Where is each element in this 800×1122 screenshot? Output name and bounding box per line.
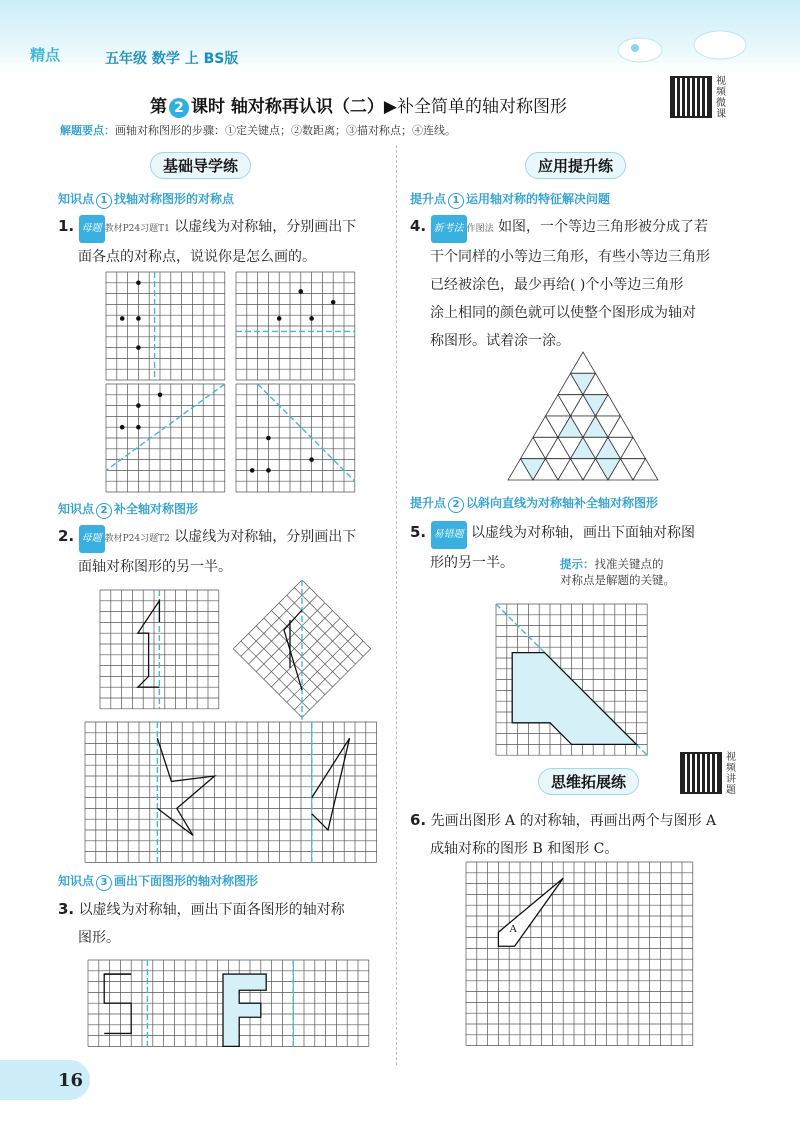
grid-line: [302, 580, 371, 649]
grid-line: [302, 649, 371, 718]
hint-box: 提示：找准关键点的 对称点是解题的关键。: [560, 557, 675, 587]
q6-grid[interactable]: [466, 862, 696, 1048]
q2-grid-1[interactable]: [100, 590, 220, 710]
question-4: 4. 新考法 作图法 如图，一个等边三角形被分成了若 干个同样的小等边三角形，有些小等边三角形 已经被涂色，最少再给( )个小等边三角形 涂上相同的颜色就可以使整个图形成为轴对 称图形。试着涂一涂。: [410, 217, 710, 349]
point: [331, 300, 336, 305]
grid-line: [287, 595, 356, 664]
grid-line: [287, 633, 356, 702]
grid-line: [233, 580, 302, 649]
question-2: 2. 母题 教材P24习题T2 以虚线为对称轴，分别画出下 面轴对称图形的另一半。: [58, 527, 357, 575]
half-shape: [512, 653, 636, 745]
point: [299, 289, 304, 294]
point: [266, 436, 271, 441]
q1-grid-4[interactable]: [236, 384, 354, 492]
q2-grid-2[interactable]: [85, 722, 381, 864]
q1-grid-1[interactable]: [106, 272, 224, 380]
upgrade-point-1: 提升点 1 运用轴对称的特征解决问题: [410, 190, 610, 209]
column-divider: [396, 145, 397, 1065]
q1-grid-2[interactable]: [236, 272, 354, 380]
section-thinking: 思维拓展练: [538, 768, 639, 795]
point: [158, 393, 163, 398]
qr-label-bottom: 视 频 讲 题: [726, 752, 736, 796]
point: [309, 316, 314, 321]
question-1: 1. 母题 教材P24习题T1 以虚线为对称轴，分别画出下 面各点的对称点，说说你是怎么画的。: [58, 217, 357, 265]
point: [266, 468, 271, 473]
grid-line: [271, 618, 340, 687]
question-3: 3. 以虚线为对称轴，画出下面各图形的轴对称 图形。: [58, 900, 345, 946]
grid-line: [271, 611, 340, 680]
section-applied: 应用提升练: [525, 152, 626, 179]
question-6: 6. 先画出图形 A 的对称轴，再画出两个与图形 A 成轴对称的图形 B 和图形 C。: [410, 811, 717, 857]
q5-grid[interactable]: [496, 604, 646, 754]
grid-line: [294, 588, 363, 657]
point: [136, 281, 141, 286]
section-basic: 基础导学练: [150, 152, 251, 179]
book-title: 五年级 数学 上 BS版: [105, 51, 239, 67]
grid-line: [249, 633, 318, 702]
q4-triangle[interactable]: [508, 352, 658, 480]
grid-line: [294, 641, 363, 710]
key-points: 解题要点：画轴对称图形的步骤：①定关键点；②数距离；③描对称点；④连线。: [60, 124, 456, 137]
lesson-number: 2: [169, 98, 189, 118]
point: [136, 425, 141, 430]
qr-label-top: 视 频 微 课: [716, 76, 726, 120]
brand-logo: 精点: [30, 46, 61, 64]
qr-code-icon[interactable]: [670, 76, 712, 118]
point: [277, 316, 282, 321]
q3-grid[interactable]: [88, 960, 374, 1050]
knowledge-point-3: 知识点 3 画出下面图形的轴对称图形: [58, 872, 258, 891]
q1-grid-3[interactable]: [106, 384, 224, 492]
figure-a-label: A: [509, 923, 518, 936]
small-triangle: [571, 352, 596, 373]
point: [120, 425, 125, 430]
grid-line: [264, 611, 333, 680]
qr-code-icon[interactable]: [680, 752, 722, 794]
grid-line: [241, 588, 310, 657]
question-5: 5. 易错题 以虚线为对称轴，画出下面轴对称图 形的另一半。: [410, 523, 696, 571]
grid-line: [249, 595, 318, 664]
q2-diamond-grid[interactable]: [232, 580, 372, 720]
page-number-tab: 16: [0, 1060, 90, 1100]
knowledge-point-1: 知识点 1 找轴对称图形的对称点: [58, 190, 234, 209]
point: [136, 345, 141, 350]
lesson-title: 第 2 课时 轴对称再认识（二）▶补全简单的轴对称图形: [150, 97, 567, 117]
point: [309, 457, 314, 462]
point: [120, 316, 125, 321]
symmetry-axis: [258, 384, 355, 481]
grid-line: [233, 649, 302, 718]
upgrade-point-2: 提升点 2 以斜向直线为对称轴补全轴对称图形: [410, 494, 658, 513]
point: [136, 316, 141, 321]
grid-line: [241, 641, 310, 710]
point: [136, 403, 141, 408]
cloud-decoration-icon: [600, 20, 780, 80]
lesson-subtitle: ▶补全简单的轴对称图形: [383, 97, 567, 117]
point: [250, 468, 255, 473]
knowledge-point-2: 知识点 2 补全轴对称图形: [58, 500, 198, 519]
